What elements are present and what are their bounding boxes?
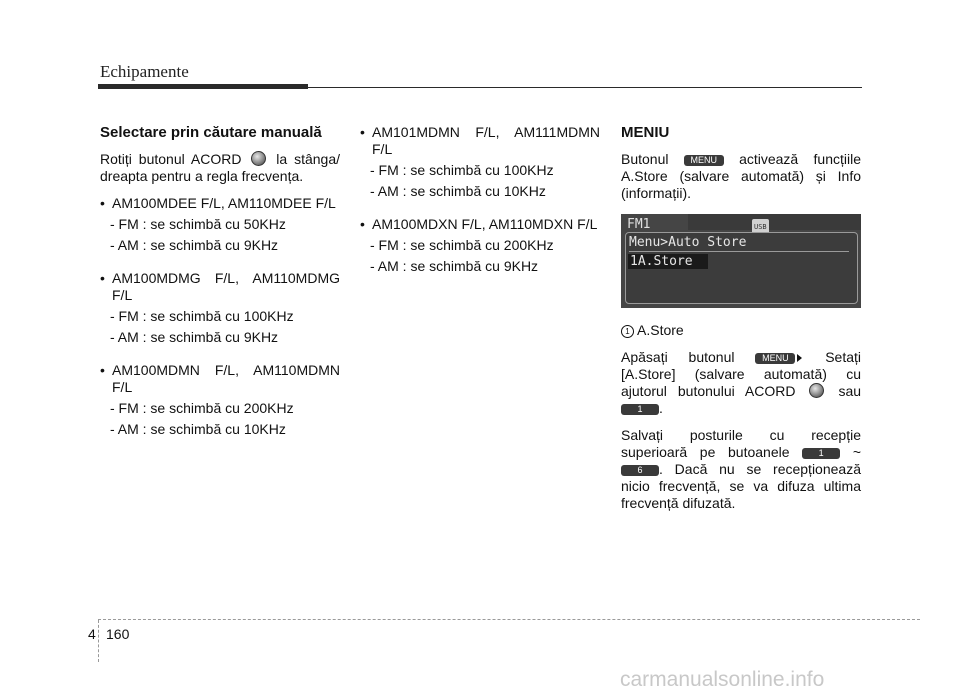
list-item <box>100 270 340 304</box>
list-item <box>100 362 340 396</box>
menu-button-icon: MENU <box>684 155 724 166</box>
middle-column <box>360 124 600 275</box>
bullet-icon: • <box>100 270 105 286</box>
footer-rule <box>98 619 920 620</box>
menu-intro-after: activează funcțiile A.Store (salvare automată) și Info (informații). <box>621 151 861 201</box>
press-text-end: . <box>659 400 663 416</box>
chapter-number: 4 <box>88 626 96 642</box>
section-heading-manual-search: Selectare prin căutare manuală <box>100 124 322 141</box>
fm-step: - FM : se schimbă cu 100KHz <box>110 308 294 324</box>
list-item <box>360 124 600 158</box>
bullet-icon: • <box>100 362 105 378</box>
display-band: FM1 <box>627 217 651 232</box>
fm-step: - FM : se schimbă cu 50KHz <box>110 216 286 232</box>
menu-intro-before: Butonul <box>621 151 669 167</box>
item-label: A.Store <box>637 322 684 338</box>
display-divider <box>629 251 849 252</box>
preset-button-1-icon: 1 <box>621 404 659 415</box>
am-step: - AM : se schimbă cu 10KHz <box>370 183 546 199</box>
intro-text-before: Rotiți butonul ACORD <box>100 151 242 167</box>
model-label: AM100MDEE F/L, AM110MDEE F/L <box>112 195 336 211</box>
section-heading-menu: MENIU <box>621 124 670 141</box>
press-text-before: Apăsați butonul <box>621 349 735 365</box>
save-text-after: . Dacă nu se recepționează nicio frecvență, se va difuza ultima frecvență difuzată. <box>621 461 861 511</box>
bullet-icon: • <box>360 124 365 140</box>
radio-display-screenshot <box>621 214 861 308</box>
save-tilde: ~ <box>852 444 862 460</box>
press-text-mid: Setați [A.Store] (salvare automată) cu ajutorul butonului ACORD <box>621 349 862 399</box>
astore-instructions <box>621 349 861 417</box>
preset-button-1-icon: 1 <box>802 448 840 459</box>
usb-icon: USB <box>752 219 769 236</box>
bullet-icon: • <box>100 195 105 211</box>
fm-step: - FM : se schimbă cu 100KHz <box>370 162 554 178</box>
press-text-after: sau <box>838 383 862 399</box>
fm-step: - FM : se schimbă cu 200KHz <box>370 237 554 253</box>
preset-button-6-icon: 6 <box>621 465 659 476</box>
footer-vertical-rule <box>98 620 99 662</box>
model-label: AM101MDMN F/L, AM111MDMN F/L <box>372 124 600 157</box>
display-selected-label: A.Store <box>637 254 693 269</box>
header-rule-thin <box>98 87 862 88</box>
item-caption <box>621 322 861 339</box>
arrow-right-icon <box>797 354 802 362</box>
list-item <box>360 216 600 233</box>
list-item <box>100 195 340 212</box>
menu-button-icon: MENU <box>755 353 795 364</box>
am-step: - AM : se schimbă cu 10KHz <box>110 421 286 437</box>
fm-step: - FM : se schimbă cu 200KHz <box>110 400 294 416</box>
menu-intro <box>621 151 861 202</box>
model-label: AM100MDXN F/L, AM110MDXN F/L <box>372 216 598 232</box>
page-header-title: Echipamente <box>100 62 189 81</box>
am-step: - AM : se schimbă cu 9KHz <box>110 237 279 253</box>
bullet-icon: • <box>360 216 365 232</box>
display-menu-path: Menu>Auto Store <box>629 235 747 250</box>
intro-text-after: la stânga/ dreapta pentru a regla frecvența. <box>100 151 341 184</box>
display-top-bar <box>688 214 861 230</box>
display-selected-item <box>628 254 708 269</box>
tune-knob-icon <box>251 151 266 166</box>
watermark: carmanualsonline.info <box>620 668 825 691</box>
right-column <box>621 124 861 522</box>
tune-knob-icon <box>809 383 824 398</box>
am-step: - AM : se schimbă cu 9KHz <box>110 329 279 345</box>
page-number: 160 <box>106 626 130 642</box>
display-selected-num: 1 <box>630 254 638 269</box>
circled-number-icon: 1 <box>621 325 634 338</box>
save-text-before: Salvați posturile cu recepție superioară pe butoanele <box>621 427 861 460</box>
model-label: AM100MDMG F/L, AM110MDMG F/L <box>112 270 340 303</box>
left-column <box>100 124 340 438</box>
am-step: - AM : se schimbă cu 9KHz <box>370 258 539 274</box>
manual-search-intro <box>100 151 340 185</box>
save-instructions <box>621 427 861 512</box>
model-label: AM100MDMN F/L, AM110MDMN F/L <box>112 362 340 395</box>
